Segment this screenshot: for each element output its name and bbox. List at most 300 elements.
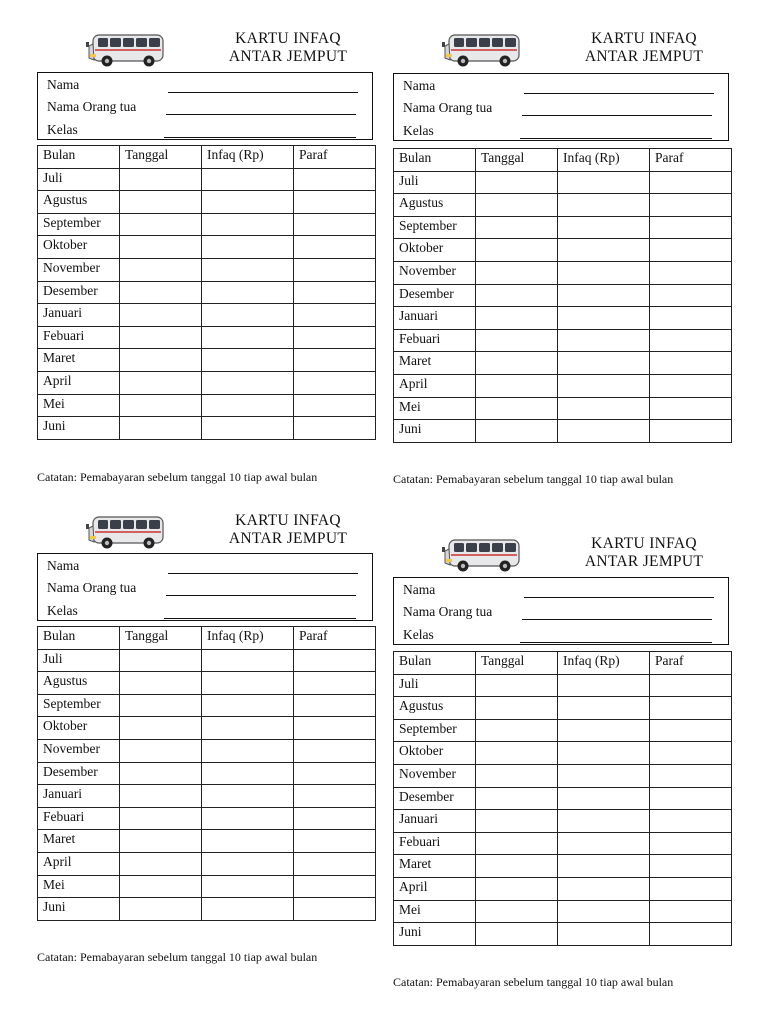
- month-cell: Maret: [38, 349, 120, 372]
- month-cell: April: [394, 877, 476, 900]
- column-header: Paraf: [650, 149, 732, 172]
- field-blank-line[interactable]: [164, 618, 356, 619]
- table-row: [38, 349, 376, 372]
- field-blank-line[interactable]: [522, 115, 712, 116]
- month-cell: Juni: [38, 898, 120, 921]
- infaq-cell[interactable]: [202, 349, 294, 372]
- table-header-row: [38, 627, 376, 650]
- month-cell: Desember: [394, 284, 476, 307]
- payment-note: Catatan: Pemabayaran sebelum tanggal 10 tiap awal bulan: [37, 950, 318, 964]
- payment-table: [37, 145, 376, 440]
- paraf-cell[interactable]: [650, 877, 732, 900]
- infaq-cell[interactable]: [202, 898, 294, 921]
- tanggal-cell[interactable]: [476, 261, 558, 284]
- table-row: [38, 694, 376, 717]
- tanggal-cell[interactable]: [120, 875, 202, 898]
- tanggal-cell[interactable]: [120, 762, 202, 785]
- field-blank-line[interactable]: [168, 573, 358, 574]
- field-blank-line[interactable]: [524, 597, 714, 598]
- month-cell: Juli: [38, 168, 120, 191]
- tanggal-cell[interactable]: [476, 719, 558, 742]
- infaq-cell[interactable]: [202, 213, 294, 236]
- month-cell: Oktober: [38, 717, 120, 740]
- tanggal-cell[interactable]: [120, 304, 202, 327]
- infaq-card: [37, 512, 379, 970]
- table-row: [38, 371, 376, 394]
- tanggal-cell[interactable]: [120, 168, 202, 191]
- title-line-1: KARTU INFAQ: [235, 512, 341, 529]
- month-cell: April: [38, 371, 120, 394]
- student-info-box: [37, 72, 373, 140]
- table-row: [394, 352, 732, 375]
- month-cell: Juli: [38, 649, 120, 672]
- table-row: [38, 649, 376, 672]
- month-cell: Agustus: [38, 191, 120, 214]
- paraf-cell[interactable]: [650, 900, 732, 923]
- tanggal-cell[interactable]: [476, 877, 558, 900]
- tanggal-cell[interactable]: [120, 371, 202, 394]
- table-header-row: [38, 146, 376, 169]
- table-row: [38, 830, 376, 853]
- title-line-1: KARTU INFAQ: [235, 30, 341, 47]
- column-header: Bulan: [38, 146, 120, 169]
- month-cell: September: [394, 719, 476, 742]
- infaq-cell[interactable]: [202, 694, 294, 717]
- infaq-cell[interactable]: [202, 672, 294, 695]
- table-row: [394, 719, 732, 742]
- tanggal-cell[interactable]: [476, 787, 558, 810]
- paraf-cell[interactable]: [294, 649, 376, 672]
- field-label: Nama Orang tua: [47, 580, 137, 595]
- infaq-cell[interactable]: [202, 394, 294, 417]
- paraf-cell[interactable]: [650, 284, 732, 307]
- paraf-cell[interactable]: [650, 810, 732, 833]
- table-row: [38, 394, 376, 417]
- infaq-cell[interactable]: [558, 329, 650, 352]
- month-cell: Maret: [394, 352, 476, 375]
- infaq-cell[interactable]: [202, 852, 294, 875]
- tanggal-cell[interactable]: [120, 807, 202, 830]
- month-cell: Januari: [394, 810, 476, 833]
- paraf-cell[interactable]: [650, 307, 732, 330]
- table-row: [38, 417, 376, 440]
- paraf-cell[interactable]: [650, 352, 732, 375]
- tanggal-cell[interactable]: [120, 326, 202, 349]
- month-cell: Desember: [38, 281, 120, 304]
- column-header: Tanggal: [120, 146, 202, 169]
- month-cell: Mei: [394, 397, 476, 420]
- infaq-cell[interactable]: [558, 374, 650, 397]
- field-label: Nama Orang tua: [403, 100, 493, 115]
- title-line-1: KARTU INFAQ: [591, 535, 697, 552]
- month-cell: Febuari: [394, 832, 476, 855]
- table-row: [394, 284, 732, 307]
- table-row: [394, 855, 732, 878]
- field-blank-line[interactable]: [520, 138, 712, 139]
- field-blank-line[interactable]: [164, 137, 356, 138]
- column-header: Bulan: [394, 149, 476, 172]
- infaq-cell[interactable]: [558, 674, 650, 697]
- month-cell: Agustus: [394, 697, 476, 720]
- card-title: [217, 30, 359, 66]
- tanggal-cell[interactable]: [476, 284, 558, 307]
- tanggal-cell[interactable]: [476, 216, 558, 239]
- month-cell: November: [38, 258, 120, 281]
- tanggal-cell[interactable]: [476, 674, 558, 697]
- field-blank-line[interactable]: [520, 642, 712, 643]
- table-row: [394, 239, 732, 262]
- field-blank-line[interactable]: [166, 114, 356, 115]
- month-cell: Juni: [394, 923, 476, 946]
- tanggal-cell[interactable]: [476, 171, 558, 194]
- tanggal-cell[interactable]: [476, 307, 558, 330]
- paraf-cell[interactable]: [294, 236, 376, 259]
- tanggal-cell[interactable]: [476, 239, 558, 262]
- field-label: Nama Orang tua: [47, 99, 137, 114]
- month-cell: Desember: [38, 762, 120, 785]
- table-row: [38, 213, 376, 236]
- tanggal-cell[interactable]: [120, 191, 202, 214]
- infaq-cell[interactable]: [202, 785, 294, 808]
- tanggal-cell[interactable]: [120, 852, 202, 875]
- paraf-cell[interactable]: [294, 394, 376, 417]
- table-row: [394, 261, 732, 284]
- infaq-cell[interactable]: [202, 258, 294, 281]
- field-label: Kelas: [47, 122, 78, 137]
- table-row: [38, 326, 376, 349]
- student-info-box: [37, 553, 373, 621]
- tanggal-cell[interactable]: [120, 417, 202, 440]
- bus-icon: [85, 30, 167, 70]
- column-header: Paraf: [294, 146, 376, 169]
- infaq-cell[interactable]: [558, 216, 650, 239]
- paraf-cell[interactable]: [294, 830, 376, 853]
- column-header: Bulan: [38, 627, 120, 650]
- month-cell: Mei: [394, 900, 476, 923]
- paraf-cell[interactable]: [650, 742, 732, 765]
- paraf-cell[interactable]: [294, 717, 376, 740]
- table-row: [38, 762, 376, 785]
- tanggal-cell[interactable]: [476, 923, 558, 946]
- paraf-cell[interactable]: [294, 852, 376, 875]
- month-cell: Desember: [394, 787, 476, 810]
- month-cell: September: [38, 213, 120, 236]
- paraf-cell[interactable]: [650, 674, 732, 697]
- infaq-cell[interactable]: [558, 171, 650, 194]
- tanggal-cell[interactable]: [120, 213, 202, 236]
- tanggal-cell[interactable]: [476, 420, 558, 443]
- month-cell: November: [394, 764, 476, 787]
- infaq-cell[interactable]: [558, 420, 650, 443]
- column-header: Tanggal: [476, 652, 558, 675]
- month-cell: Juli: [394, 171, 476, 194]
- infaq-cell[interactable]: [558, 239, 650, 262]
- field-label: Nama Orang tua: [403, 604, 493, 619]
- paraf-cell[interactable]: [294, 191, 376, 214]
- paraf-cell[interactable]: [650, 832, 732, 855]
- infaq-cell[interactable]: [558, 352, 650, 375]
- title-line-2: ANTAR JEMPUT: [584, 48, 704, 65]
- tanggal-cell[interactable]: [120, 739, 202, 762]
- table-row: [38, 258, 376, 281]
- paraf-cell[interactable]: [294, 281, 376, 304]
- field-blank-line[interactable]: [168, 92, 358, 93]
- tanggal-cell[interactable]: [120, 830, 202, 853]
- infaq-cell[interactable]: [202, 168, 294, 191]
- field-label: Kelas: [403, 627, 434, 642]
- title-line-2: ANTAR JEMPUT: [228, 48, 348, 65]
- infaq-cell[interactable]: [202, 739, 294, 762]
- payment-note: Catatan: Pemabayaran sebelum tanggal 10 tiap awal bulan: [393, 472, 674, 486]
- infaq-cell[interactable]: [202, 281, 294, 304]
- column-header: Infaq (Rp): [202, 627, 294, 650]
- tanggal-cell[interactable]: [476, 832, 558, 855]
- tanggal-cell[interactable]: [476, 397, 558, 420]
- month-cell: Oktober: [38, 236, 120, 259]
- table-row: [38, 785, 376, 808]
- infaq-cell[interactable]: [558, 397, 650, 420]
- paraf-cell[interactable]: [650, 923, 732, 946]
- table-row: [394, 216, 732, 239]
- paraf-cell[interactable]: [650, 855, 732, 878]
- field-label: Kelas: [47, 603, 78, 618]
- month-cell: September: [394, 216, 476, 239]
- paraf-cell[interactable]: [650, 787, 732, 810]
- month-cell: Mei: [38, 875, 120, 898]
- tanggal-cell[interactable]: [476, 352, 558, 375]
- infaq-cell[interactable]: [202, 417, 294, 440]
- tanggal-cell[interactable]: [120, 649, 202, 672]
- bus-icon: [441, 30, 523, 70]
- paraf-cell[interactable]: [650, 171, 732, 194]
- table-row: [394, 329, 732, 352]
- month-cell: Mei: [38, 394, 120, 417]
- field-blank-line[interactable]: [522, 619, 712, 620]
- infaq-cell[interactable]: [558, 855, 650, 878]
- infaq-cell[interactable]: [558, 810, 650, 833]
- card-title: [573, 30, 715, 66]
- table-row: [394, 194, 732, 217]
- paraf-cell[interactable]: [294, 258, 376, 281]
- tanggal-cell[interactable]: [120, 349, 202, 372]
- tanggal-cell[interactable]: [476, 374, 558, 397]
- title-line-1: KARTU INFAQ: [591, 30, 697, 47]
- table-row: [38, 304, 376, 327]
- month-cell: Febuari: [38, 807, 120, 830]
- infaq-cell[interactable]: [558, 261, 650, 284]
- paraf-cell[interactable]: [650, 719, 732, 742]
- column-header: Paraf: [294, 627, 376, 650]
- table-row: [394, 697, 732, 720]
- paraf-cell[interactable]: [294, 898, 376, 921]
- tanggal-cell[interactable]: [120, 281, 202, 304]
- table-row: [38, 168, 376, 191]
- column-header: Tanggal: [476, 149, 558, 172]
- infaq-cell[interactable]: [202, 371, 294, 394]
- paraf-cell[interactable]: [294, 326, 376, 349]
- paraf-cell[interactable]: [650, 216, 732, 239]
- tanggal-cell[interactable]: [120, 717, 202, 740]
- infaq-cell[interactable]: [558, 764, 650, 787]
- infaq-cell[interactable]: [558, 900, 650, 923]
- paraf-cell[interactable]: [650, 420, 732, 443]
- paraf-cell[interactable]: [650, 194, 732, 217]
- infaq-card: [393, 30, 735, 492]
- tanggal-cell[interactable]: [120, 672, 202, 695]
- table-row: [394, 397, 732, 420]
- table-row: [38, 807, 376, 830]
- paraf-cell[interactable]: [294, 875, 376, 898]
- table-row: [38, 281, 376, 304]
- table-row: [394, 832, 732, 855]
- table-header-row: [394, 149, 732, 172]
- tanggal-cell[interactable]: [476, 742, 558, 765]
- payment-note: Catatan: Pemabayaran sebelum tanggal 10 tiap awal bulan: [37, 470, 318, 484]
- table-header-row: [394, 652, 732, 675]
- payment-note: Catatan: Pemabayaran sebelum tanggal 10 tiap awal bulan: [393, 975, 674, 989]
- tanggal-cell[interactable]: [476, 194, 558, 217]
- tanggal-cell[interactable]: [476, 810, 558, 833]
- month-cell: Januari: [38, 785, 120, 808]
- infaq-cell[interactable]: [202, 191, 294, 214]
- table-row: [38, 236, 376, 259]
- month-cell: Oktober: [394, 239, 476, 262]
- paraf-cell[interactable]: [650, 261, 732, 284]
- table-row: [394, 810, 732, 833]
- month-cell: Juni: [38, 417, 120, 440]
- tanggal-cell[interactable]: [120, 258, 202, 281]
- table-row: [38, 739, 376, 762]
- infaq-cell[interactable]: [202, 304, 294, 327]
- infaq-cell[interactable]: [202, 807, 294, 830]
- month-cell: Agustus: [38, 672, 120, 695]
- tanggal-cell[interactable]: [120, 785, 202, 808]
- paraf-cell[interactable]: [294, 349, 376, 372]
- month-cell: April: [38, 852, 120, 875]
- paraf-cell[interactable]: [650, 764, 732, 787]
- infaq-cell[interactable]: [202, 762, 294, 785]
- infaq-cell[interactable]: [558, 877, 650, 900]
- column-header: Infaq (Rp): [558, 149, 650, 172]
- payment-table: [393, 651, 732, 946]
- infaq-cell[interactable]: [558, 742, 650, 765]
- tanggal-cell[interactable]: [476, 900, 558, 923]
- month-cell: Oktober: [394, 742, 476, 765]
- payment-table: [393, 148, 732, 443]
- field-blank-line[interactable]: [166, 595, 356, 596]
- card-title: [217, 512, 359, 548]
- table-row: [394, 877, 732, 900]
- column-header: Bulan: [394, 652, 476, 675]
- paraf-cell[interactable]: [294, 785, 376, 808]
- paraf-cell[interactable]: [294, 739, 376, 762]
- month-cell: Januari: [394, 307, 476, 330]
- paraf-cell[interactable]: [294, 371, 376, 394]
- infaq-cell[interactable]: [558, 832, 650, 855]
- paraf-cell[interactable]: [294, 304, 376, 327]
- paraf-cell[interactable]: [294, 762, 376, 785]
- tanggal-cell[interactable]: [120, 898, 202, 921]
- table-row: [394, 900, 732, 923]
- infaq-cell[interactable]: [558, 697, 650, 720]
- paraf-cell[interactable]: [650, 239, 732, 262]
- infaq-cell[interactable]: [558, 787, 650, 810]
- field-label: Nama: [47, 77, 80, 92]
- table-row: [38, 875, 376, 898]
- student-info-box: [393, 577, 729, 645]
- table-row: [394, 420, 732, 443]
- tanggal-cell[interactable]: [476, 697, 558, 720]
- infaq-cell[interactable]: [202, 649, 294, 672]
- table-row: [394, 374, 732, 397]
- month-cell: Agustus: [394, 194, 476, 217]
- table-row: [394, 674, 732, 697]
- tanggal-cell[interactable]: [476, 855, 558, 878]
- infaq-card: [393, 535, 735, 995]
- student-info-box: [393, 73, 729, 141]
- paraf-cell[interactable]: [294, 417, 376, 440]
- paraf-cell[interactable]: [294, 672, 376, 695]
- field-label: Kelas: [403, 123, 434, 138]
- paraf-cell[interactable]: [650, 697, 732, 720]
- bus-icon: [441, 535, 523, 575]
- field-label: Nama: [403, 582, 436, 597]
- infaq-cell[interactable]: [202, 717, 294, 740]
- table-row: [38, 898, 376, 921]
- payment-table: [37, 626, 376, 921]
- paraf-cell[interactable]: [294, 807, 376, 830]
- month-cell: Maret: [394, 855, 476, 878]
- paraf-cell[interactable]: [650, 397, 732, 420]
- bus-icon: [85, 512, 167, 552]
- infaq-cell[interactable]: [202, 830, 294, 853]
- month-cell: Juni: [394, 420, 476, 443]
- infaq-cell[interactable]: [202, 236, 294, 259]
- column-header: Infaq (Rp): [558, 652, 650, 675]
- infaq-cell[interactable]: [558, 194, 650, 217]
- infaq-cell[interactable]: [202, 875, 294, 898]
- infaq-cell[interactable]: [558, 284, 650, 307]
- infaq-cell[interactable]: [202, 326, 294, 349]
- tanggal-cell[interactable]: [476, 329, 558, 352]
- tanggal-cell[interactable]: [476, 764, 558, 787]
- table-row: [38, 717, 376, 740]
- month-cell: Febuari: [38, 326, 120, 349]
- infaq-cell[interactable]: [558, 719, 650, 742]
- paraf-cell[interactable]: [294, 213, 376, 236]
- month-cell: Januari: [38, 304, 120, 327]
- column-header: Tanggal: [120, 627, 202, 650]
- column-header: Infaq (Rp): [202, 146, 294, 169]
- tanggal-cell[interactable]: [120, 236, 202, 259]
- field-blank-line[interactable]: [524, 93, 714, 94]
- table-row: [394, 764, 732, 787]
- tanggal-cell[interactable]: [120, 394, 202, 417]
- column-header: Paraf: [650, 652, 732, 675]
- field-label: Nama: [403, 78, 436, 93]
- paraf-cell[interactable]: [294, 694, 376, 717]
- month-cell: April: [394, 374, 476, 397]
- paraf-cell[interactable]: [294, 168, 376, 191]
- paraf-cell[interactable]: [650, 374, 732, 397]
- month-cell: Juli: [394, 674, 476, 697]
- month-cell: Febuari: [394, 329, 476, 352]
- infaq-cell[interactable]: [558, 923, 650, 946]
- infaq-cell[interactable]: [558, 307, 650, 330]
- tanggal-cell[interactable]: [120, 694, 202, 717]
- month-cell: September: [38, 694, 120, 717]
- paraf-cell[interactable]: [650, 329, 732, 352]
